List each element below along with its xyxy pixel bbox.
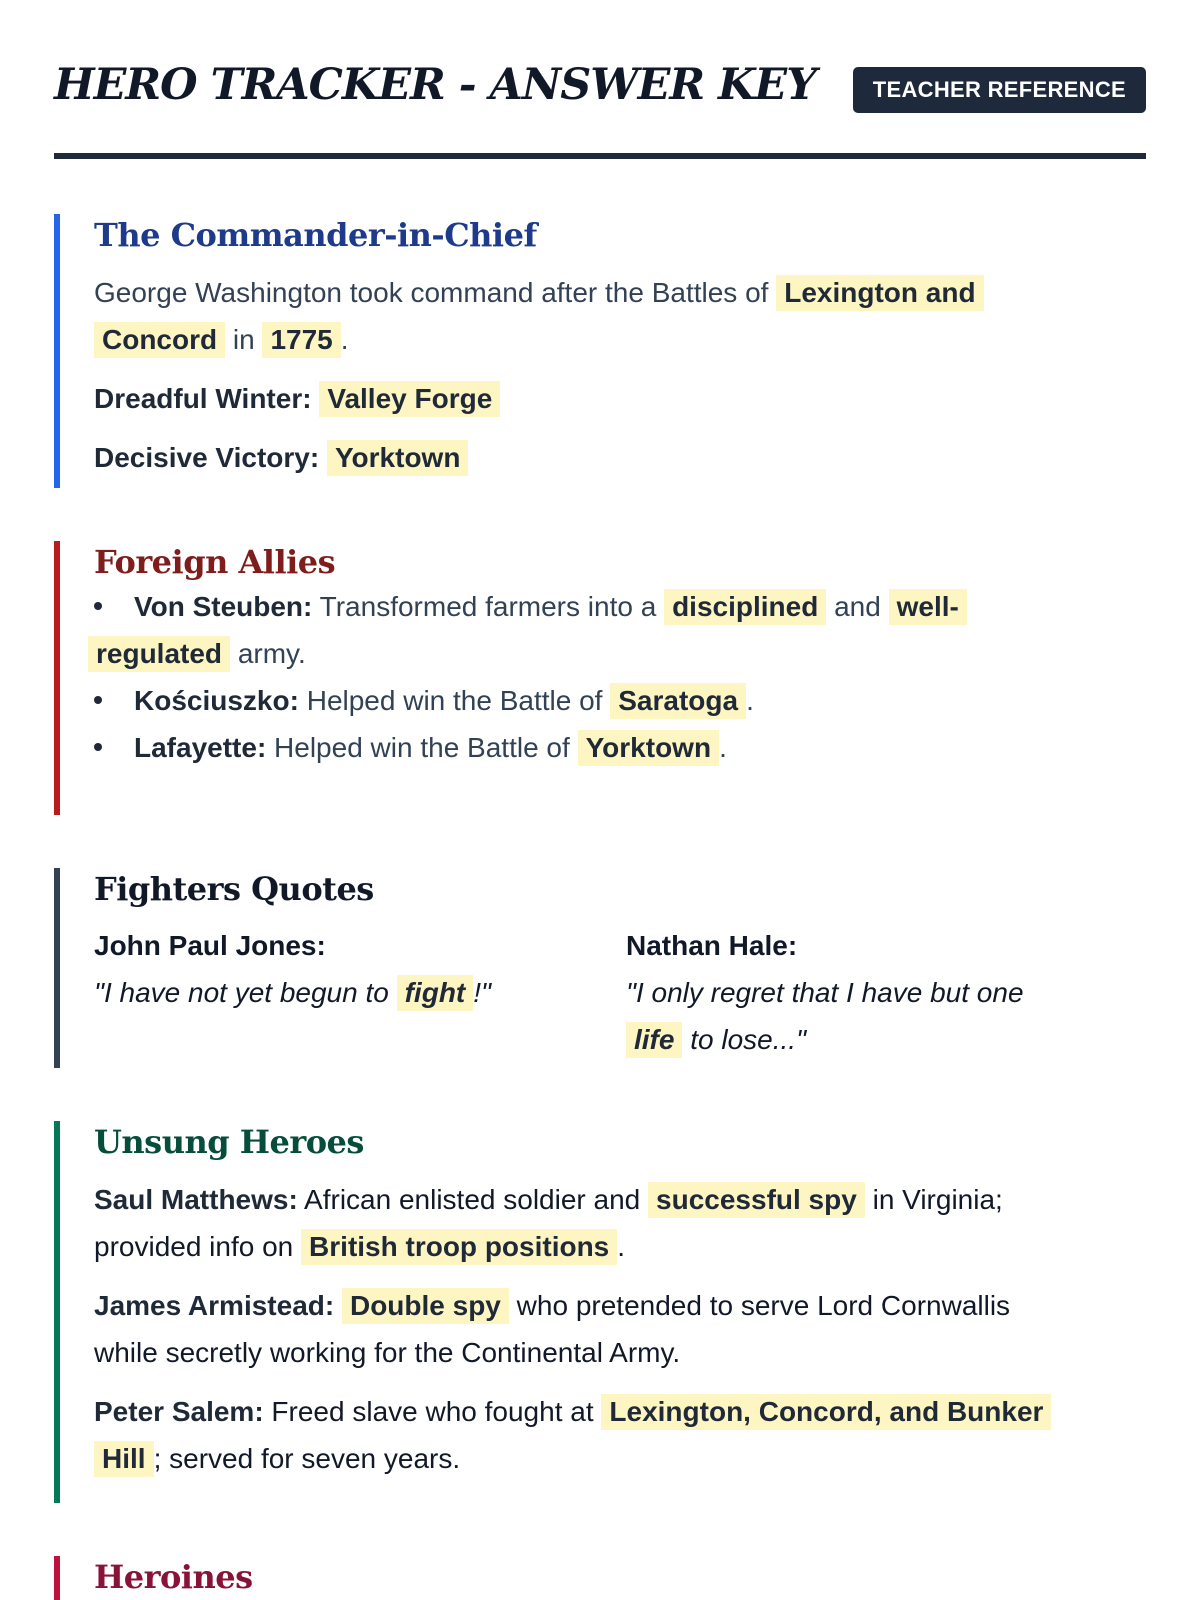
answer-lexington-concord-bunker-hill-part1: Lexington, Concord, and Bunker xyxy=(601,1394,1051,1430)
quote-author: John Paul Jones: xyxy=(94,930,326,961)
quote-after: !" xyxy=(473,977,491,1008)
hero-name: James Armistead: xyxy=(94,1290,335,1321)
quotes-grid xyxy=(94,922,1146,1072)
and-word: and xyxy=(834,591,881,622)
answer-well-regulated-part2: regulated xyxy=(88,636,230,672)
teacher-reference-badge: TEACHER REFERENCE xyxy=(853,67,1146,113)
period: . xyxy=(719,732,727,763)
decisive-victory-row xyxy=(94,434,1146,481)
answer-well-regulated-part1: well- xyxy=(889,589,967,625)
hero-description: Freed slave who fought at xyxy=(271,1396,594,1427)
answer-yorktown-lafayette: Yorktown xyxy=(578,730,719,766)
hero-description: African enlisted soldier and xyxy=(304,1184,641,1215)
period: . xyxy=(746,685,754,716)
quote-nathan-hale xyxy=(626,922,1146,1063)
hero-name: Saul Matthews: xyxy=(94,1184,298,1215)
answer-valley-forge: Valley Forge xyxy=(319,381,500,417)
answer-double-spy: Double spy xyxy=(342,1288,509,1324)
section-commander-in-chief xyxy=(54,214,1146,488)
answer-yorktown: Yorktown xyxy=(327,440,468,476)
page-title: HERO TRACKER - ANSWER KEY xyxy=(54,60,816,110)
saul-matthews-line1 xyxy=(94,1176,1146,1223)
list-item xyxy=(94,677,1146,724)
section-heading-allies: Foreign Allies xyxy=(94,543,336,581)
period: . xyxy=(340,324,349,355)
quote-text-line1: "I only regret that I have but one xyxy=(626,977,1024,1008)
hero-description-cont: in Virginia; xyxy=(872,1184,1003,1215)
in-word: in xyxy=(232,324,255,355)
washington-intro-text: George Washington took command after the Battles of xyxy=(94,277,769,308)
answer-fight: fight xyxy=(397,975,474,1011)
peter-salem-line1 xyxy=(94,1388,1146,1435)
answer-lexington-concord-part2: Concord xyxy=(94,322,225,358)
hero-description: who pretended to serve Lord Cornwallis xyxy=(516,1290,1011,1321)
section-fighters-quotes xyxy=(54,868,1146,1068)
army-word: army. xyxy=(237,638,306,669)
section-foreign-allies xyxy=(54,541,1146,815)
quote-text xyxy=(94,969,614,1016)
answer-disciplined: disciplined xyxy=(664,589,826,625)
answer-successful-spy: successful spy xyxy=(648,1182,865,1218)
quote-john-paul-jones xyxy=(94,922,614,1016)
section-heading-commander: The Commander-in-Chief xyxy=(94,216,537,254)
bullet-icon xyxy=(94,696,102,704)
quote-text-line2 xyxy=(626,1016,1146,1063)
header-divider xyxy=(54,153,1146,159)
list-item xyxy=(94,583,1146,630)
quote-after: to lose..." xyxy=(690,1024,807,1055)
period: . xyxy=(617,1231,626,1262)
section-heading-unsung: Unsung Heroes xyxy=(94,1123,364,1161)
answer-british-troop-positions: British troop positions xyxy=(301,1229,617,1265)
section-unsung-heroes xyxy=(54,1121,1146,1503)
answer-lexington-concord-bunker-hill-part2: Hill xyxy=(94,1441,154,1477)
saul-matthews-line2 xyxy=(94,1223,1146,1270)
ally-name: Von Steuben: xyxy=(134,591,313,622)
washington-command-line2 xyxy=(94,316,1146,363)
ally-description: Transformed farmers into a xyxy=(319,591,657,622)
page-header xyxy=(54,54,1146,116)
list-item-continuation xyxy=(94,630,1146,677)
hero-description-cont: provided info on xyxy=(94,1231,294,1262)
section-heroines xyxy=(54,1556,1146,1600)
answer-lexington-concord-part1: Lexington and xyxy=(776,275,983,311)
section-heading-heroines: Heroines xyxy=(94,1558,253,1596)
james-armistead-line1 xyxy=(94,1282,1146,1329)
list-item xyxy=(94,724,1146,771)
ally-name: Lafayette: xyxy=(134,732,267,763)
ally-description: Helped win the Battle of xyxy=(306,685,603,716)
dreadful-winter-label: Dreadful Winter: xyxy=(94,383,312,414)
quote-author: Nathan Hale: xyxy=(626,930,798,961)
bullet-icon xyxy=(94,743,102,751)
section-heading-quotes: Fighters Quotes xyxy=(94,870,374,908)
decisive-victory-label: Decisive Victory: xyxy=(94,442,320,473)
quote-before: "I have not yet begun to xyxy=(94,977,389,1008)
hero-description-cont: ; served for seven years. xyxy=(153,1443,461,1474)
ally-name: Kościuszko: xyxy=(134,685,299,716)
answer-saratoga: Saratoga xyxy=(610,683,746,719)
hero-name: Peter Salem: xyxy=(94,1396,264,1427)
james-armistead-line2: while secretly working for the Continental Army. xyxy=(94,1337,681,1368)
answer-life: life xyxy=(626,1022,682,1058)
answer-year: 1775 xyxy=(262,322,340,358)
peter-salem-line2 xyxy=(94,1435,1146,1482)
ally-description: Helped win the Battle of xyxy=(274,732,570,763)
bullet-icon xyxy=(94,602,102,610)
washington-command-line1 xyxy=(94,269,1146,316)
dreadful-winter-row xyxy=(94,375,1146,422)
allies-list xyxy=(94,583,1146,771)
